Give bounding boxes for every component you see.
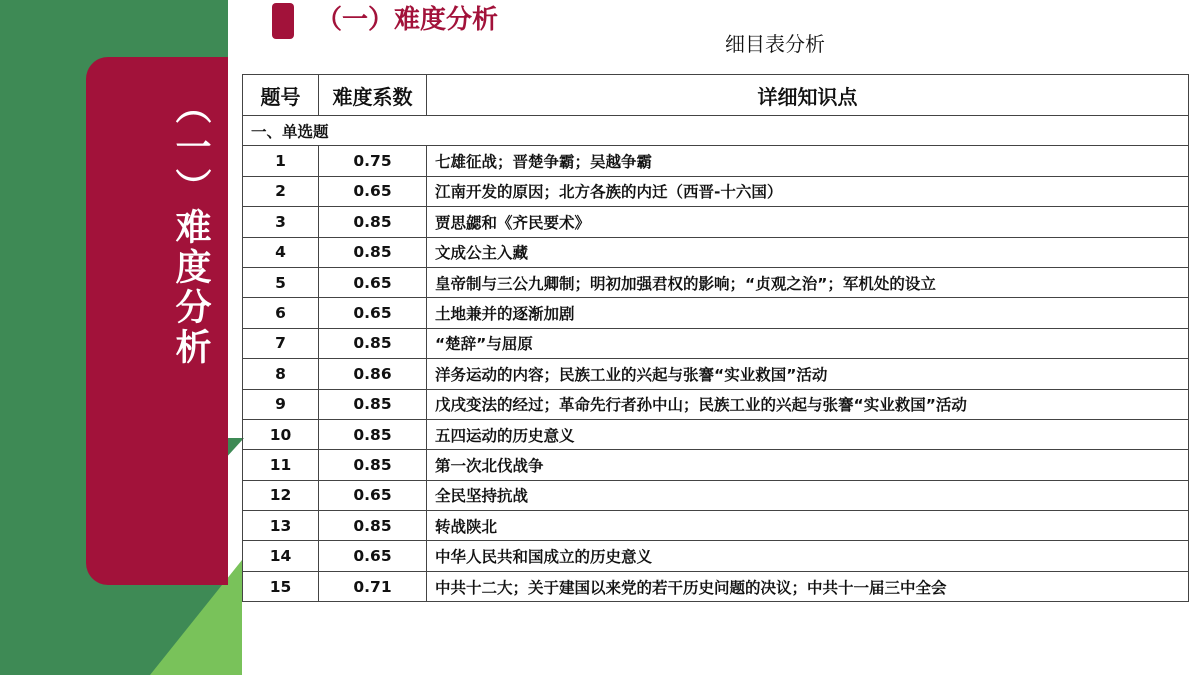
table-row <box>243 450 1189 480</box>
cell-difficulty: 0.65 <box>319 298 427 328</box>
table-row <box>243 359 1189 389</box>
cell-difficulty: 0.85 <box>319 511 427 541</box>
cell-knowledge: 中共十二大；关于建国以来党的若干历史问题的决议；中共十一届三中全会 <box>427 571 1189 601</box>
cell-number: 10 <box>243 419 319 449</box>
cell-difficulty: 0.85 <box>319 207 427 237</box>
cell-difficulty: 0.86 <box>319 359 427 389</box>
cell-knowledge: 第一次北伐战争 <box>427 450 1189 480</box>
table-row <box>243 146 1189 176</box>
cell-difficulty: 0.85 <box>319 450 427 480</box>
header-knowledge: 详细知识点 <box>427 75 1189 116</box>
cell-difficulty: 0.85 <box>319 389 427 419</box>
cell-knowledge: “楚辞”与屈原 <box>427 328 1189 358</box>
section-row <box>243 116 1189 146</box>
page-title: （一）难度分析 <box>316 5 499 35</box>
cell-number: 11 <box>243 450 319 480</box>
cell-difficulty: 0.65 <box>319 267 427 297</box>
cell-number: 15 <box>243 571 319 601</box>
cell-knowledge: 戊戌变法的经过；革命先行者孙中山；民族工业的兴起与张謇“实业救国”活动 <box>427 389 1189 419</box>
table-header-row <box>243 75 1189 116</box>
cell-number: 6 <box>243 298 319 328</box>
header-difficulty: 难度系数 <box>319 75 427 116</box>
cell-number: 5 <box>243 267 319 297</box>
cell-knowledge: 贾思勰和《齐民要术》 <box>427 207 1189 237</box>
cell-difficulty: 0.65 <box>319 541 427 571</box>
section-label: 一、单选题 <box>243 116 1189 146</box>
heading-accent-bar <box>272 3 294 39</box>
cell-number: 2 <box>243 176 319 206</box>
cell-knowledge: 洋务运动的内容；民族工业的兴起与张謇“实业救国”活动 <box>427 359 1189 389</box>
table-row <box>243 328 1189 358</box>
table-row <box>243 176 1189 206</box>
cell-knowledge: 江南开发的原因；北方各族的内迁（西晋-十六国） <box>427 176 1189 206</box>
table-row <box>243 541 1189 571</box>
table-row <box>243 419 1189 449</box>
table-row <box>243 267 1189 297</box>
table-caption: 细目表分析 <box>725 32 825 56</box>
cell-difficulty: 0.75 <box>319 146 427 176</box>
knowledge-table <box>242 74 1189 602</box>
table-row <box>243 480 1189 510</box>
cell-number: 3 <box>243 207 319 237</box>
side-title: （一）难度分析 <box>170 88 211 368</box>
table-row <box>243 207 1189 237</box>
cell-difficulty: 0.71 <box>319 571 427 601</box>
table-row <box>243 389 1189 419</box>
cell-difficulty: 0.85 <box>319 328 427 358</box>
cell-difficulty: 0.65 <box>319 176 427 206</box>
cell-number: 9 <box>243 389 319 419</box>
cell-knowledge: 土地兼并的逐渐加剧 <box>427 298 1189 328</box>
cell-knowledge: 全民坚持抗战 <box>427 480 1189 510</box>
cell-number: 8 <box>243 359 319 389</box>
cell-knowledge: 转战陕北 <box>427 511 1189 541</box>
cell-knowledge: 中华人民共和国成立的历史意义 <box>427 541 1189 571</box>
cell-number: 1 <box>243 146 319 176</box>
cell-number: 7 <box>243 328 319 358</box>
cell-difficulty: 0.65 <box>319 480 427 510</box>
table-row <box>243 298 1189 328</box>
table-row <box>243 237 1189 267</box>
cell-number: 12 <box>243 480 319 510</box>
cell-knowledge: 皇帝制与三公九卿制；明初加强君权的影响；“贞观之治”；军机处的设立 <box>427 267 1189 297</box>
cell-knowledge: 五四运动的历史意义 <box>427 419 1189 449</box>
table-row <box>243 571 1189 601</box>
cell-number: 13 <box>243 511 319 541</box>
cell-number: 14 <box>243 541 319 571</box>
cell-number: 4 <box>243 237 319 267</box>
cell-knowledge: 文成公主入藏 <box>427 237 1189 267</box>
cell-difficulty: 0.85 <box>319 237 427 267</box>
header-number: 题号 <box>243 75 319 116</box>
table-row <box>243 511 1189 541</box>
cell-knowledge: 七雄征战；晋楚争霸；吴越争霸 <box>427 146 1189 176</box>
cell-difficulty: 0.85 <box>319 419 427 449</box>
